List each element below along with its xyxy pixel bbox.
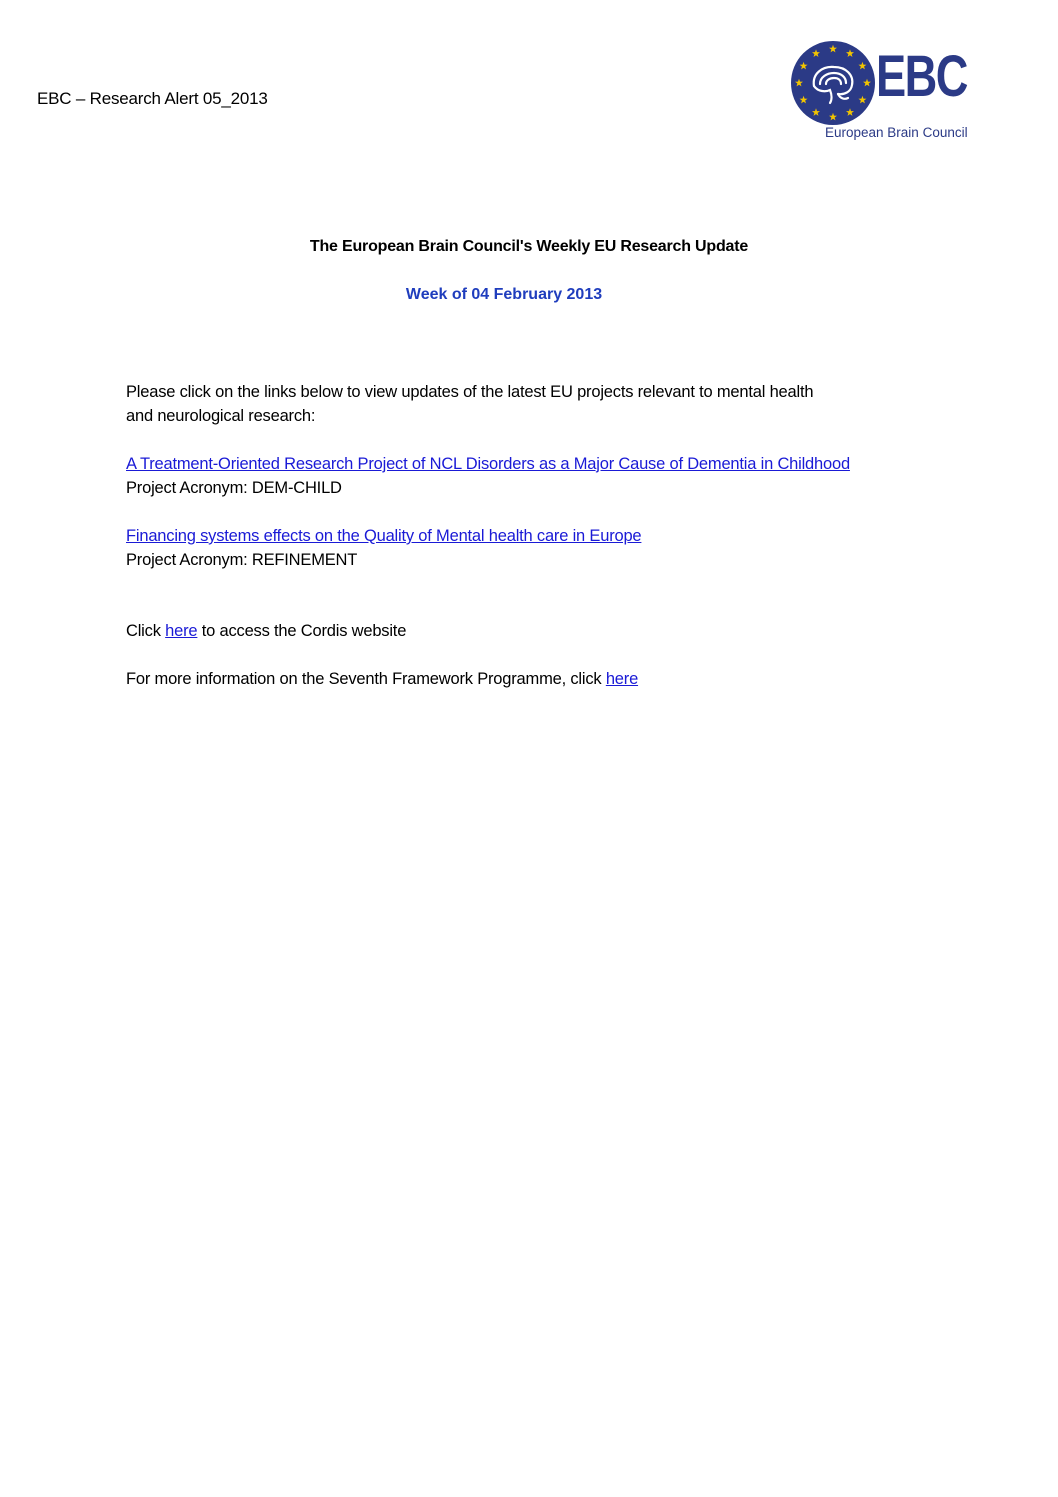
project-entry [126,452,946,500]
project-acronym: Project Acronym: DEM-CHILD [126,479,342,497]
logo-subtitle: European Brain Council [825,125,968,140]
project-link-dem-child[interactable]: A Treatment-Oriented Research Project of NCL Disorders as a Major Cause of Dementia in Childhood [126,455,850,473]
eu-star-circle-icon [790,40,876,126]
intro-paragraph [126,380,946,428]
project-acronym: Project Acronym: REFINEMENT [126,551,358,569]
ebc-logo [790,40,980,145]
cordis-suffix: to access the Cordis website [197,622,407,640]
fp7-link[interactable]: here [605,670,639,688]
intro-line-1: Please click on the links below to view updates of the latest EU projects relevant to mental health [126,383,814,401]
document-reference: EBC – Research Alert 05_2013 [37,89,268,108]
logo-wordmark: EBC [876,44,967,109]
page-title: The European Brain Council's Weekly EU Research Update [309,238,749,255]
cordis-line [126,619,946,643]
fp7-prefix: For more information on the Seventh Framework Programme, click [126,670,606,688]
cordis-link[interactable]: here [165,622,198,640]
week-date: Week of 04 February 2013 [405,286,603,303]
intro-line-2: and neurological research: [126,407,316,425]
project-entry [126,524,946,572]
fp7-line [126,667,946,691]
project-link-refinement[interactable]: Financing systems effects on the Quality of Mental health care in Europe [126,527,642,545]
cordis-prefix: Click [126,622,166,640]
